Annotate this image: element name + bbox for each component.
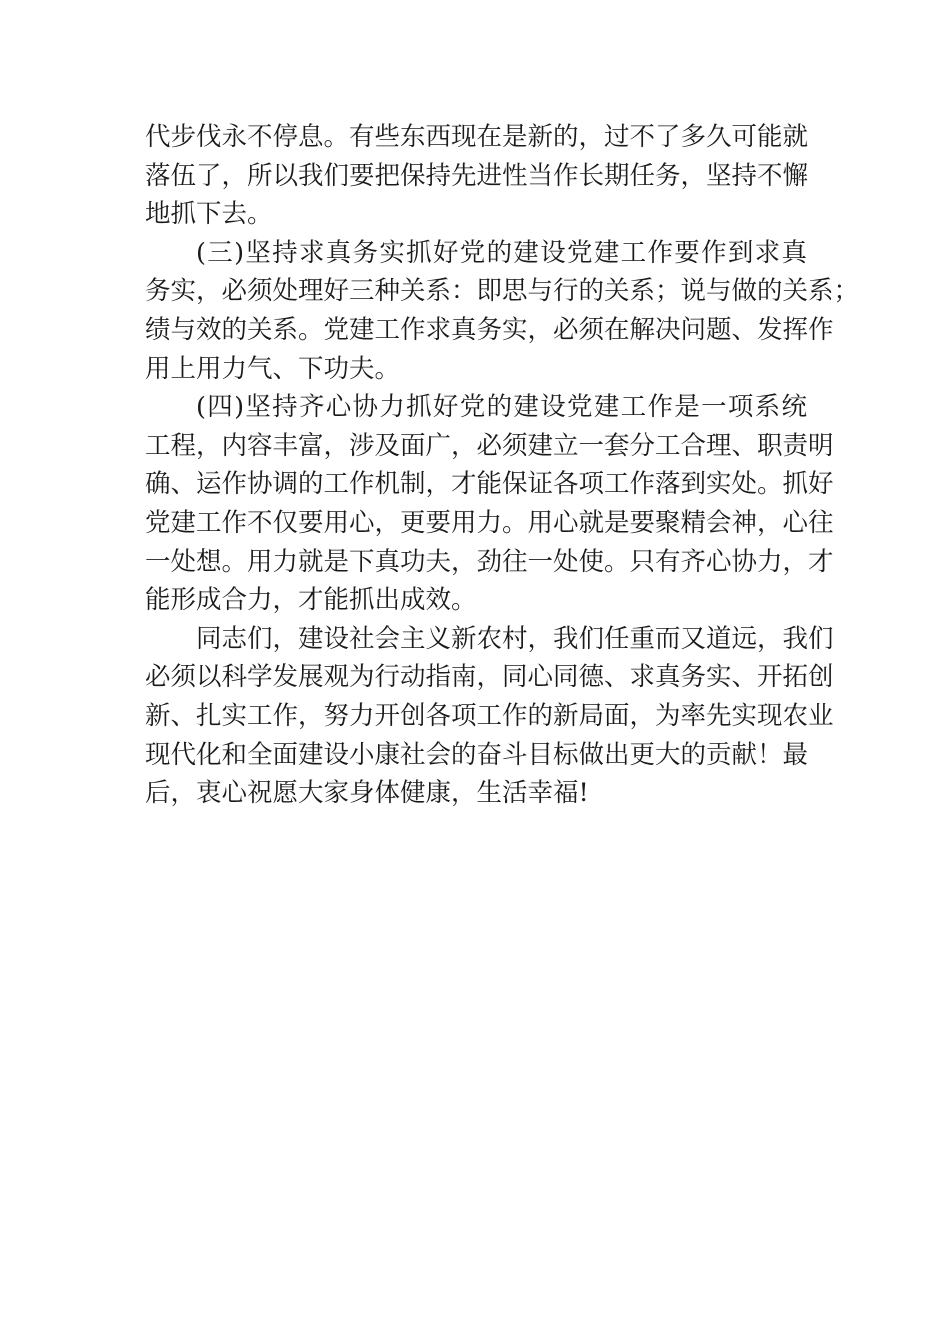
paragraph-1 [145,118,807,234]
paragraph-line: (三)坚持求真务实抓好党的建设党建工作要作到求真 [196,237,807,268]
paragraph-4 [145,620,834,813]
paragraph-line: 用上用力气、下功夫。 [145,353,401,384]
paragraph-line: 地抓下去。 [145,199,273,230]
paragraph-line: (四)坚持齐心协力抓好党的建设党建工作是一项系统 [196,392,807,423]
paragraph-2 [145,234,860,388]
paragraph-line: 能形成合力，才能抓出成效。 [145,585,477,616]
paragraph-line: 务实，必须处理好三种关系：即思与行的关系；说与做的关系； [145,276,860,307]
paragraph-line: 党建工作不仅要用心，更要用力。用心就是要聚精会神，心往 [145,507,834,538]
paragraph-line: 现代化和全面建设小康社会的奋斗目标做出更大的贡献！最 [145,739,809,770]
paragraph-line: 一处想。用力就是下真功夫，劲往一处使。只有齐心协力，才 [145,546,834,577]
paragraph-3 [145,388,834,620]
paragraph-line: 新、扎实工作，努力开创各项工作的新局面，为率先实现农业 [145,700,834,731]
paragraph-line: 代步伐永不停息。有些东西现在是新的，过不了多久可能就 [145,122,809,152]
paragraph-line: 绩与效的关系。党建工作求真务实，必须在解决问题、发挥作 [145,314,834,345]
document-body [145,118,860,813]
paragraph-line: 同志们，建设社会主义新农村，我们任重而又道远，我们 [196,623,834,654]
paragraph-line: 必须以科学发展观为行动指南，同心同德、求真务实、开拓创 [145,662,834,693]
paragraph-line: 后，衷心祝愿大家身体健康，生活幸福! [145,778,589,809]
paragraph-line: 落伍了，所以我们要把保持先进性当作长期任务，坚持不懈 [145,160,809,191]
paragraph-line: 工程，内容丰富，涉及面广，必须建立一套分工合理、职责明 [145,430,834,461]
paragraph-line: 确、运作协调的工作机制，才能保证各项工作落到实处。抓好 [145,469,834,500]
